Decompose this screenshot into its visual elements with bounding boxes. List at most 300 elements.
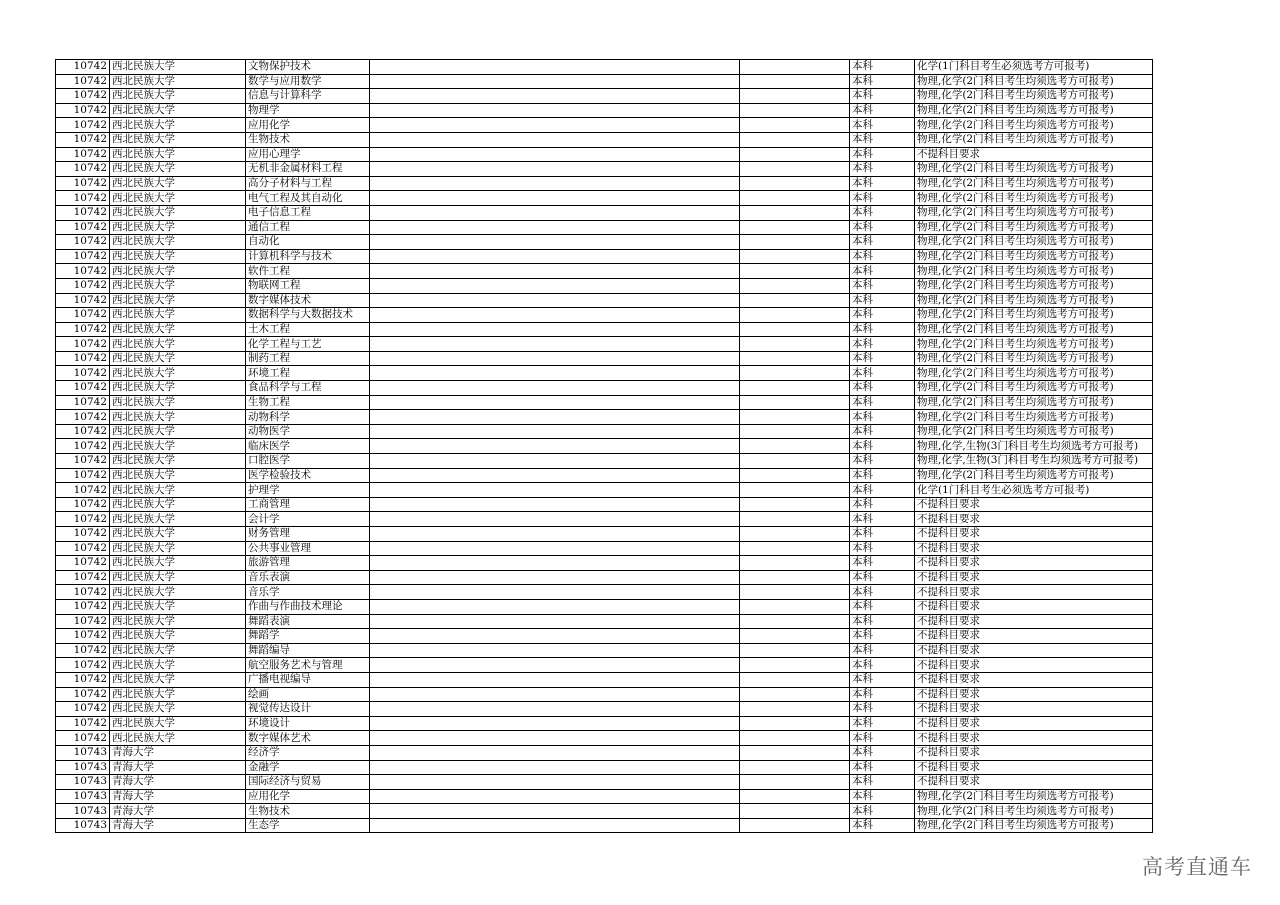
table-row [56,322,1153,337]
school-code-cell: 10743 [56,818,110,833]
school-code-cell: 10743 [56,745,110,760]
school-code-cell: 10742 [56,381,110,396]
school-name-cell: 西北民族大学 [110,74,246,89]
school-name-cell: 西北民族大学 [110,278,246,293]
education-level-cell: 本科 [850,775,915,790]
subject-requirement-cell: 物理,化学(2门科目考生均须选考方可报考) [915,118,1153,133]
subject-requirement-cell: 不提科目要求 [915,527,1153,542]
subject-requirement-cell: 不提科目要求 [915,570,1153,585]
blank-col-a-cell [370,410,740,425]
education-level-cell: 本科 [850,74,915,89]
major-name-cell: 电气工程及其自动化 [246,191,370,206]
blank-col-b-cell [740,74,850,89]
subject-requirement-cell: 物理,化学(2门科目考生均须选考方可报考) [915,308,1153,323]
major-name-cell: 临床医学 [246,439,370,454]
major-name-cell: 公共事业管理 [246,541,370,556]
blank-col-b-cell [740,804,850,819]
blank-col-b-cell [740,322,850,337]
blank-col-b-cell [740,585,850,600]
blank-col-b-cell [740,162,850,177]
subject-requirement-cell: 物理,化学(2门科目考生均须选考方可报考) [915,322,1153,337]
school-name-cell: 西北民族大学 [110,322,246,337]
major-name-cell: 金融学 [246,760,370,775]
subject-requirement-cell: 不提科目要求 [915,147,1153,162]
blank-col-a-cell [370,439,740,454]
school-name-cell: 西北民族大学 [110,672,246,687]
table-row [56,527,1153,542]
table-row [56,760,1153,775]
blank-col-a-cell [370,804,740,819]
subject-requirement-cell: 物理,化学(2门科目考生均须选考方可报考) [915,351,1153,366]
subject-requirement-cell: 不提科目要求 [915,658,1153,673]
blank-col-b-cell [740,147,850,162]
table-row [56,468,1153,483]
blank-col-b-cell [740,483,850,498]
blank-col-a-cell [370,629,740,644]
blank-col-a-cell [370,337,740,352]
major-name-cell: 音乐学 [246,585,370,600]
school-code-cell: 10742 [56,366,110,381]
major-name-cell: 舞蹈编导 [246,643,370,658]
subject-requirement-cell: 物理,化学(2门科目考生均须选考方可报考) [915,381,1153,396]
blank-col-b-cell [740,672,850,687]
education-level-cell: 本科 [850,395,915,410]
blank-col-b-cell [740,410,850,425]
school-name-cell: 西北民族大学 [110,585,246,600]
major-name-cell: 环境设计 [246,716,370,731]
blank-col-a-cell [370,89,740,104]
school-code-cell: 10742 [56,395,110,410]
school-code-cell: 10742 [56,235,110,250]
major-name-cell: 财务管理 [246,527,370,542]
blank-col-a-cell [370,818,740,833]
subject-requirement-cell: 不提科目要求 [915,775,1153,790]
education-level-cell: 本科 [850,527,915,542]
school-code-cell: 10742 [56,599,110,614]
school-name-cell: 西北民族大学 [110,89,246,104]
school-code-cell: 10742 [56,89,110,104]
blank-col-a-cell [370,658,740,673]
table-row [56,118,1153,133]
school-code-cell: 10742 [56,132,110,147]
blank-col-b-cell [740,395,850,410]
school-code-cell: 10742 [56,483,110,498]
education-level-cell: 本科 [850,599,915,614]
major-name-cell: 物理学 [246,103,370,118]
school-name-cell: 西北民族大学 [110,687,246,702]
school-code-cell: 10742 [56,424,110,439]
table-row [56,643,1153,658]
education-level-cell: 本科 [850,147,915,162]
blank-col-b-cell [740,745,850,760]
blank-col-a-cell [370,716,740,731]
education-level-cell: 本科 [850,264,915,279]
school-name-cell: 西北民族大学 [110,541,246,556]
school-name-cell: 西北民族大学 [110,395,246,410]
table-row [56,585,1153,600]
school-name-cell: 西北民族大学 [110,497,246,512]
education-level-cell: 本科 [850,454,915,469]
major-name-cell: 动物医学 [246,424,370,439]
school-code-cell: 10742 [56,410,110,425]
education-level-cell: 本科 [850,278,915,293]
blank-col-a-cell [370,468,740,483]
school-name-cell: 西北民族大学 [110,643,246,658]
table-row [56,278,1153,293]
blank-col-b-cell [740,220,850,235]
blank-col-b-cell [740,424,850,439]
blank-col-a-cell [370,556,740,571]
school-code-cell: 10742 [56,278,110,293]
subject-requirement-cell: 不提科目要求 [915,629,1153,644]
blank-col-b-cell [740,308,850,323]
blank-col-a-cell [370,687,740,702]
school-name-cell: 西北民族大学 [110,410,246,425]
table-row [56,191,1153,206]
table-row [56,687,1153,702]
education-level-cell: 本科 [850,570,915,585]
education-level-cell: 本科 [850,60,915,75]
school-name-cell: 西北民族大学 [110,351,246,366]
school-name-cell: 西北民族大学 [110,702,246,717]
school-name-cell: 西北民族大学 [110,118,246,133]
school-code-cell: 10743 [56,760,110,775]
school-code-cell: 10742 [56,293,110,308]
blank-col-a-cell [370,789,740,804]
major-name-cell: 舞蹈表演 [246,614,370,629]
education-level-cell: 本科 [850,235,915,250]
table-row [56,264,1153,279]
blank-col-b-cell [740,497,850,512]
blank-col-a-cell [370,541,740,556]
subject-requirement-cell: 物理,化学(2门科目考生均须选考方可报考) [915,205,1153,220]
major-name-cell: 生态学 [246,818,370,833]
blank-col-b-cell [740,731,850,746]
education-level-cell: 本科 [850,658,915,673]
blank-col-b-cell [740,527,850,542]
education-level-cell: 本科 [850,205,915,220]
subject-requirement-cell: 物理,化学(2门科目考生均须选考方可报考) [915,337,1153,352]
table-row [56,599,1153,614]
school-code-cell: 10742 [56,672,110,687]
major-name-cell: 生物技术 [246,132,370,147]
major-name-cell: 土木工程 [246,322,370,337]
major-name-cell: 航空服务艺术与管理 [246,658,370,673]
blank-col-a-cell [370,497,740,512]
blank-col-a-cell [370,395,740,410]
school-code-cell: 10742 [56,629,110,644]
blank-col-a-cell [370,132,740,147]
school-name-cell: 西北民族大学 [110,162,246,177]
table-row [56,205,1153,220]
school-code-cell: 10742 [56,74,110,89]
blank-col-a-cell [370,760,740,775]
table-row [56,162,1153,177]
table-row [56,235,1153,250]
school-code-cell: 10742 [56,337,110,352]
blank-col-a-cell [370,176,740,191]
major-name-cell: 物联网工程 [246,278,370,293]
blank-col-b-cell [740,760,850,775]
major-name-cell: 自动化 [246,235,370,250]
table-row [56,337,1153,352]
major-name-cell: 数学与应用数学 [246,74,370,89]
blank-col-b-cell [740,716,850,731]
subject-requirement-cell: 物理,化学(2门科目考生均须选考方可报考) [915,468,1153,483]
school-name-cell: 青海大学 [110,804,246,819]
education-level-cell: 本科 [850,220,915,235]
major-name-cell: 口腔医学 [246,454,370,469]
education-level-cell: 本科 [850,118,915,133]
table-row [56,454,1153,469]
major-name-cell: 护理学 [246,483,370,498]
table-row [56,804,1153,819]
blank-col-b-cell [740,89,850,104]
blank-col-b-cell [740,132,850,147]
school-name-cell: 西北民族大学 [110,205,246,220]
major-name-cell: 应用心理学 [246,147,370,162]
blank-col-a-cell [370,205,740,220]
blank-col-b-cell [740,351,850,366]
subject-requirement-cell: 不提科目要求 [915,745,1153,760]
subject-requirement-cell: 不提科目要求 [915,643,1153,658]
subject-requirement-cell: 物理,化学(2门科目考生均须选考方可报考) [915,191,1153,206]
table-row [56,702,1153,717]
blank-col-a-cell [370,220,740,235]
education-level-cell: 本科 [850,424,915,439]
education-level-cell: 本科 [850,322,915,337]
subject-requirement-cell: 不提科目要求 [915,599,1153,614]
blank-col-a-cell [370,585,740,600]
blank-col-a-cell [370,424,740,439]
school-name-cell: 西北民族大学 [110,439,246,454]
subject-requirement-cell: 不提科目要求 [915,497,1153,512]
education-level-cell: 本科 [850,89,915,104]
education-level-cell: 本科 [850,804,915,819]
school-code-cell: 10742 [56,541,110,556]
blank-col-a-cell [370,672,740,687]
major-name-cell: 制药工程 [246,351,370,366]
subject-requirement-cell: 物理,化学(2门科目考生均须选考方可报考) [915,278,1153,293]
education-level-cell: 本科 [850,103,915,118]
blank-col-a-cell [370,527,740,542]
education-level-cell: 本科 [850,497,915,512]
subject-requirement-cell: 不提科目要求 [915,614,1153,629]
table-row [56,439,1153,454]
education-level-cell: 本科 [850,468,915,483]
subject-requirement-cell: 不提科目要求 [915,512,1153,527]
subject-requirement-cell: 不提科目要求 [915,716,1153,731]
school-name-cell: 西北民族大学 [110,60,246,75]
table-row [56,249,1153,264]
table-row [56,351,1153,366]
subject-requirement-cell: 物理,化学(2门科目考生均须选考方可报考) [915,395,1153,410]
blank-col-a-cell [370,351,740,366]
school-name-cell: 西北民族大学 [110,454,246,469]
school-name-cell: 青海大学 [110,789,246,804]
major-name-cell: 旅游管理 [246,556,370,571]
major-name-cell: 文物保护技术 [246,60,370,75]
table-row [56,731,1153,746]
major-name-cell: 作曲与作曲技术理论 [246,599,370,614]
school-name-cell: 西北民族大学 [110,716,246,731]
blank-col-b-cell [740,293,850,308]
table-row [56,512,1153,527]
school-name-cell: 西北民族大学 [110,191,246,206]
blank-col-b-cell [740,658,850,673]
blank-col-a-cell [370,483,740,498]
table-row [56,132,1153,147]
education-level-cell: 本科 [850,716,915,731]
table-row [56,74,1153,89]
blank-col-a-cell [370,191,740,206]
blank-col-a-cell [370,293,740,308]
school-name-cell: 西北民族大学 [110,512,246,527]
subject-requirement-cell: 物理,化学(2门科目考生均须选考方可报考) [915,235,1153,250]
school-code-cell: 10742 [56,351,110,366]
subject-requirement-cell: 物理,化学(2门科目考生均须选考方可报考) [915,424,1153,439]
blank-col-a-cell [370,775,740,790]
school-name-cell: 西北民族大学 [110,103,246,118]
subject-requirement-cell: 化学(1门科目考生必须选考方可报考) [915,60,1153,75]
major-name-cell: 音乐表演 [246,570,370,585]
table-row [56,775,1153,790]
school-name-cell: 青海大学 [110,745,246,760]
subject-requirement-cell: 不提科目要求 [915,541,1153,556]
blank-col-b-cell [740,366,850,381]
school-name-cell: 西北民族大学 [110,220,246,235]
major-name-cell: 动物科学 [246,410,370,425]
table-row [56,614,1153,629]
major-name-cell: 医学检验技术 [246,468,370,483]
blank-col-b-cell [740,468,850,483]
major-name-cell: 经济学 [246,745,370,760]
subject-requirement-cell: 不提科目要求 [915,760,1153,775]
school-code-cell: 10742 [56,205,110,220]
blank-col-a-cell [370,103,740,118]
education-level-cell: 本科 [850,614,915,629]
school-code-cell: 10742 [56,264,110,279]
major-name-cell: 计算机科学与技术 [246,249,370,264]
blank-col-b-cell [740,789,850,804]
table-row [56,410,1153,425]
blank-col-b-cell [740,60,850,75]
school-code-cell: 10742 [56,512,110,527]
blank-col-a-cell [370,162,740,177]
blank-col-b-cell [740,337,850,352]
blank-col-a-cell [370,60,740,75]
subject-requirement-cell: 物理,化学(2门科目考生均须选考方可报考) [915,264,1153,279]
education-level-cell: 本科 [850,410,915,425]
table-row [56,556,1153,571]
education-level-cell: 本科 [850,702,915,717]
blank-col-a-cell [370,249,740,264]
blank-col-a-cell [370,643,740,658]
blank-col-a-cell [370,381,740,396]
school-name-cell: 西北民族大学 [110,527,246,542]
table-row [56,103,1153,118]
education-level-cell: 本科 [850,439,915,454]
education-level-cell: 本科 [850,337,915,352]
subject-requirement-cell: 物理,化学(2门科目考生均须选考方可报考) [915,249,1153,264]
subject-requirement-cell: 物理,化学(2门科目考生均须选考方可报考) [915,366,1153,381]
major-name-cell: 工商管理 [246,497,370,512]
blank-col-a-cell [370,147,740,162]
subject-requirement-cell: 物理,化学(2门科目考生均须选考方可报考) [915,818,1153,833]
blank-col-b-cell [740,556,850,571]
subject-requirement-cell: 物理,化学(2门科目考生均须选考方可报考) [915,74,1153,89]
school-name-cell: 西北民族大学 [110,381,246,396]
school-name-cell: 西北民族大学 [110,337,246,352]
blank-col-a-cell [370,235,740,250]
school-code-cell: 10742 [56,191,110,206]
school-code-cell: 10742 [56,731,110,746]
blank-col-a-cell [370,599,740,614]
table-row [56,176,1153,191]
blank-col-b-cell [740,249,850,264]
subject-requirement-cell: 不提科目要求 [915,702,1153,717]
blank-col-b-cell [740,278,850,293]
school-code-cell: 10742 [56,643,110,658]
blank-col-b-cell [740,264,850,279]
blank-col-b-cell [740,702,850,717]
education-level-cell: 本科 [850,512,915,527]
subject-requirement-cell: 物理,化学(2门科目考生均须选考方可报考) [915,103,1153,118]
major-name-cell: 信息与计算科学 [246,89,370,104]
education-level-cell: 本科 [850,381,915,396]
blank-col-b-cell [740,381,850,396]
education-level-cell: 本科 [850,351,915,366]
blank-col-b-cell [740,818,850,833]
blank-col-a-cell [370,366,740,381]
subject-requirement-cell: 不提科目要求 [915,585,1153,600]
blank-col-a-cell [370,731,740,746]
education-level-cell: 本科 [850,643,915,658]
education-level-cell: 本科 [850,541,915,556]
table-row [56,541,1153,556]
table-row [56,424,1153,439]
school-name-cell: 西北民族大学 [110,147,246,162]
school-code-cell: 10742 [56,527,110,542]
blank-col-a-cell [370,118,740,133]
education-level-cell: 本科 [850,629,915,644]
subject-requirement-cell: 不提科目要求 [915,556,1153,571]
blank-col-a-cell [370,264,740,279]
school-code-cell: 10742 [56,687,110,702]
major-name-cell: 视觉传达设计 [246,702,370,717]
table-row [56,497,1153,512]
blank-col-b-cell [740,205,850,220]
blank-col-b-cell [740,191,850,206]
school-name-cell: 青海大学 [110,818,246,833]
education-level-cell: 本科 [850,132,915,147]
education-level-cell: 本科 [850,293,915,308]
school-name-cell: 西北民族大学 [110,556,246,571]
major-name-cell: 数据科学与大数据技术 [246,308,370,323]
subject-requirement-cell: 物理,化学(2门科目考生均须选考方可报考) [915,789,1153,804]
education-level-cell: 本科 [850,731,915,746]
subject-requirement-cell: 物理,化学,生物(3门科目考生均须选考方可报考) [915,454,1153,469]
major-name-cell: 软件工程 [246,264,370,279]
blank-col-b-cell [740,775,850,790]
subject-requirement-cell: 化学(1门科目考生必须选考方可报考) [915,483,1153,498]
blank-col-b-cell [740,614,850,629]
major-name-cell: 高分子材料与工程 [246,176,370,191]
table-row [56,220,1153,235]
school-code-cell: 10743 [56,775,110,790]
school-code-cell: 10743 [56,804,110,819]
major-name-cell: 无机非金属材料工程 [246,162,370,177]
